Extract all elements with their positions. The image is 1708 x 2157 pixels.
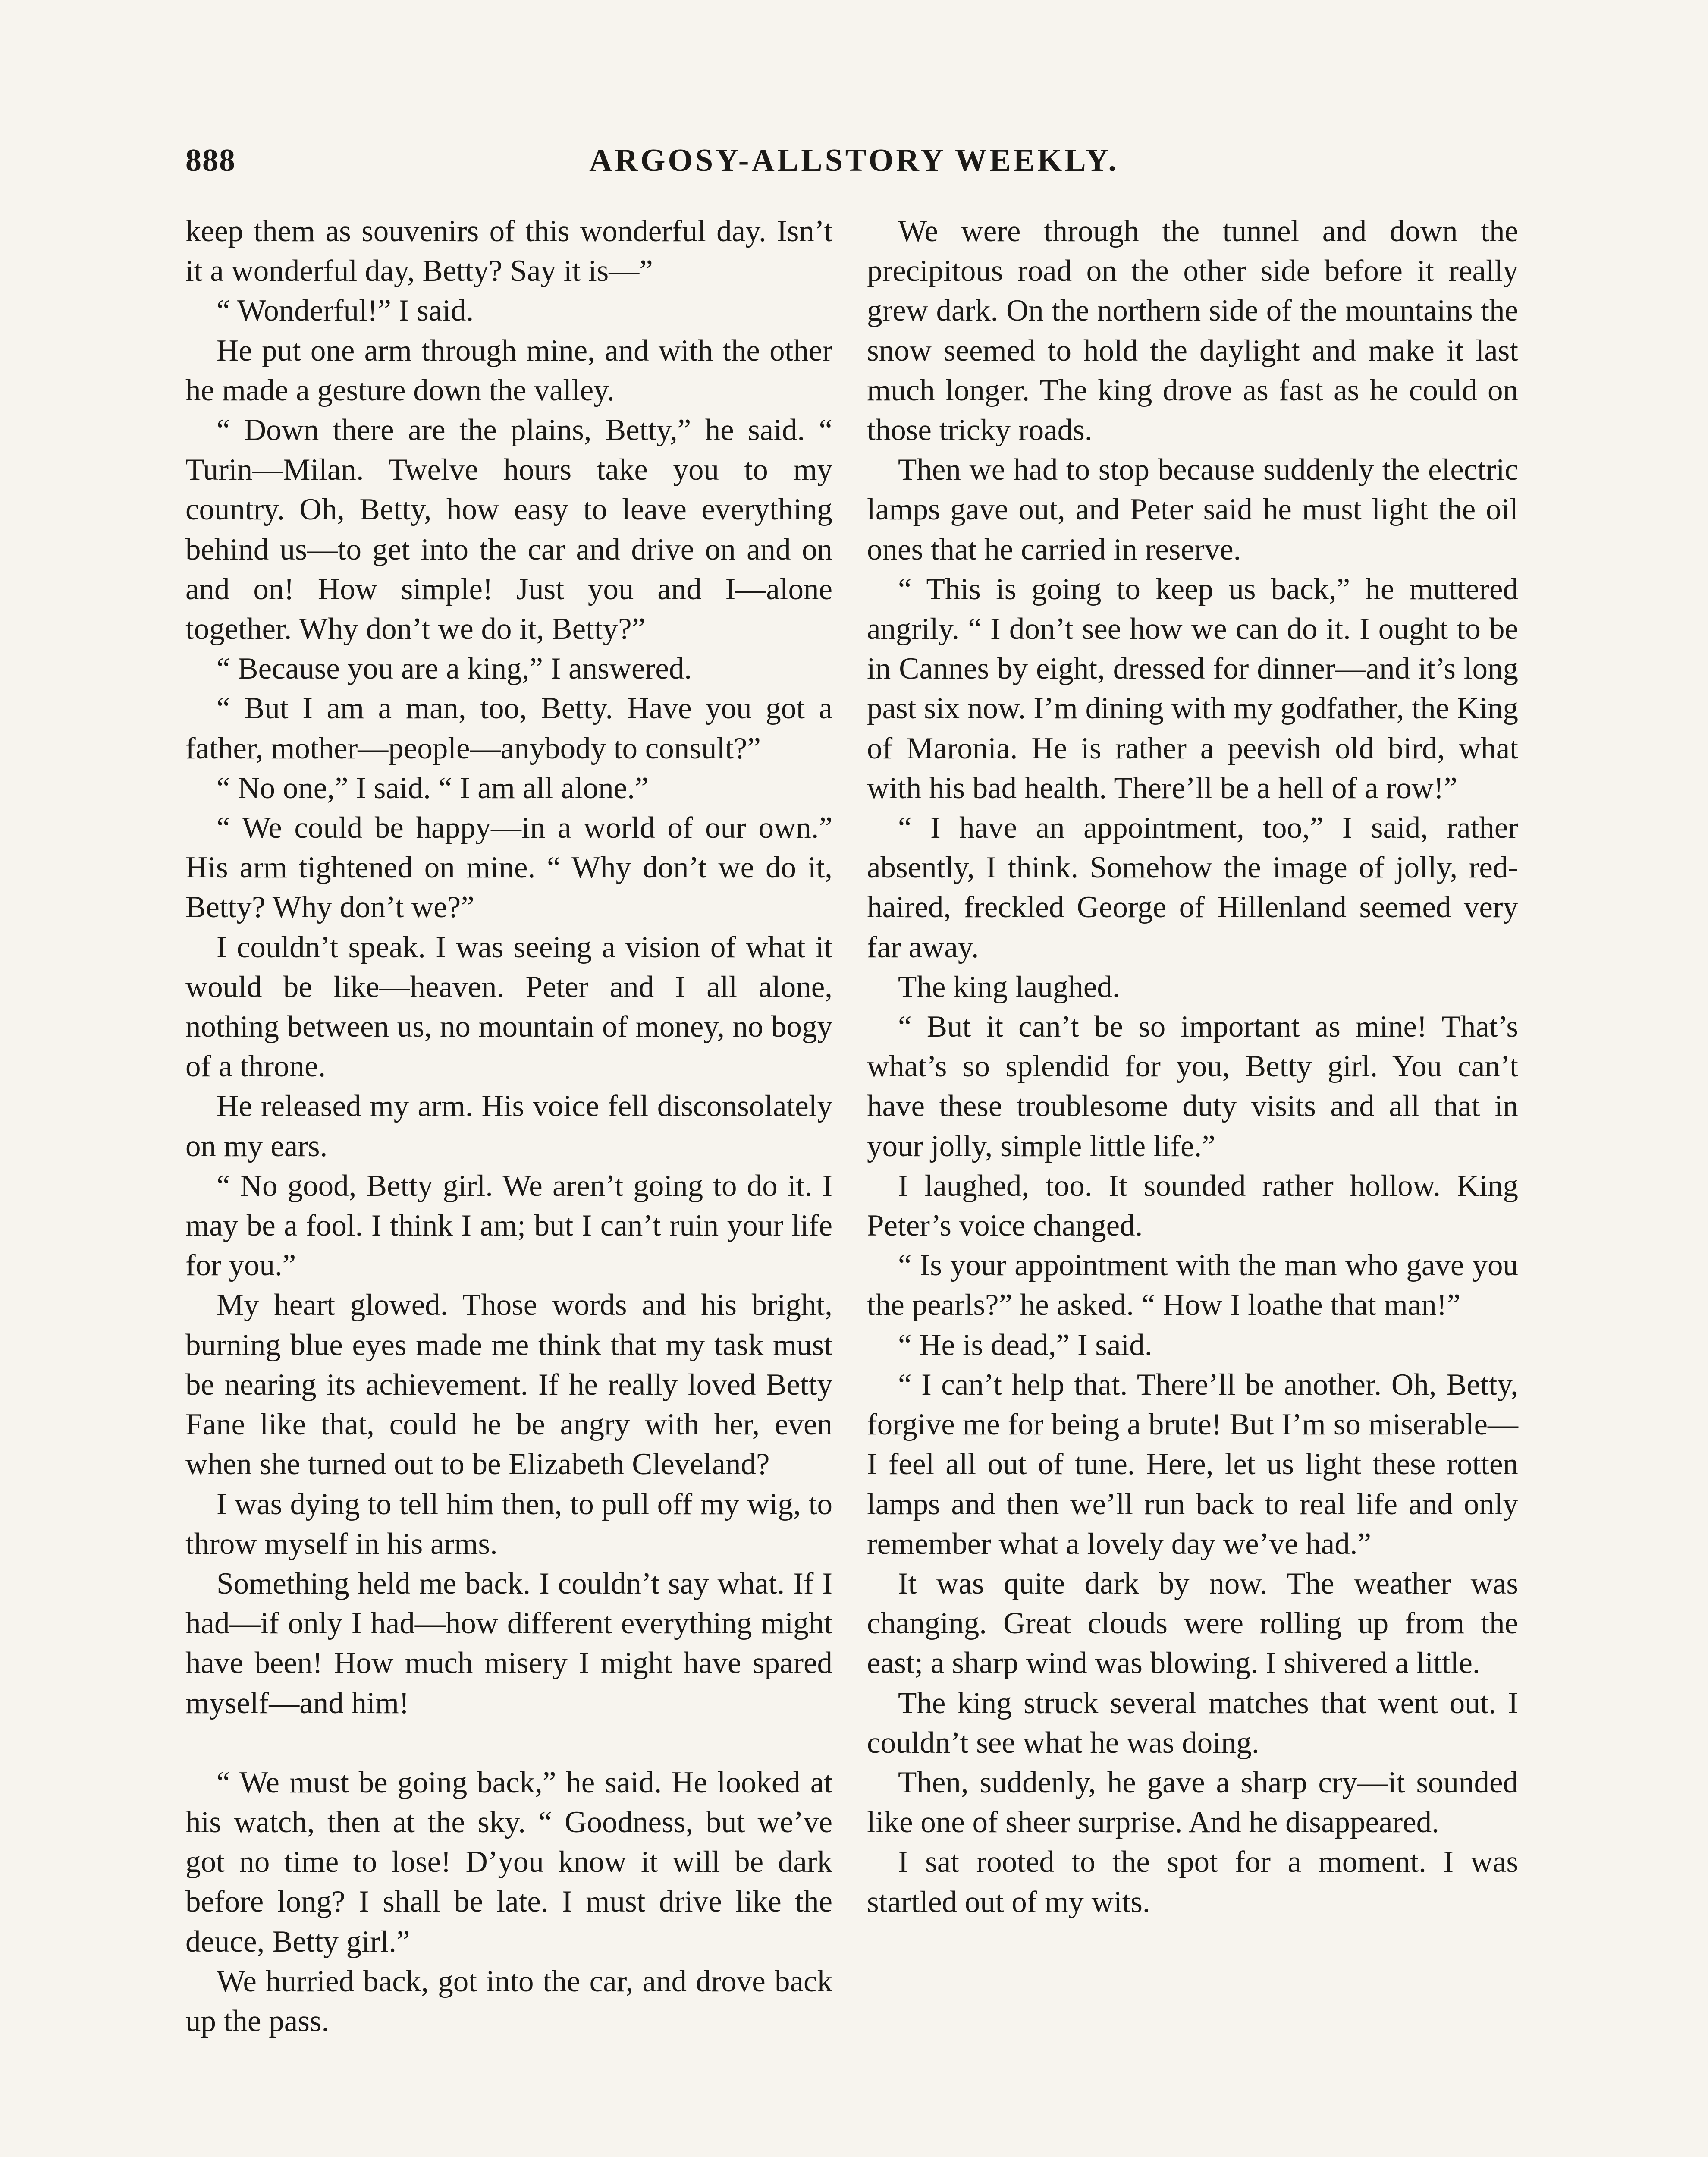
paragraph: We were through the tunnel and down the precipitous road on the other side before it really grew dark. On the northern side of the mountains the snow seemed to hold the daylight and make it last much longer. The king drove as fast as he could on those tricky roads. [867, 214, 1518, 447]
paragraph: I was dying to tell him then, to pull off my wig, to throw myself in his arms. [185, 1487, 832, 1561]
paragraph: “ Wonderful!” I said. [217, 294, 474, 328]
paragraph: “ We must be going back,” he said. He looked at his watch, then at the sky. “ Goodness, but we’ve got no time to lose! D’you know it will be dark before long? I shall be late. I must drive like the deuce, Betty girl.” [185, 1765, 832, 1959]
paragraph: Something held me back. I couldn’t say what. If I had—if only I had—how different everything might have been! How much misery I might have spared myself—and him! [185, 1566, 832, 1720]
paragraph: My heart glowed. Those words and his bright, burning blue eyes made me think that my task must be nearing its achievement. If he really loved Betty Fane like that, could he be angry with her, even when she turned out to be Elizabeth Cleveland? [185, 1288, 832, 1481]
paragraph: I laughed, too. It sounded rather hollow. King Peter’s voice changed. [867, 1169, 1518, 1243]
left-column [185, 211, 832, 2041]
paragraph: “ I can’t help that. There’ll be another. Oh, Betty, forgive me for being a brute! But I’m so miserable—I feel all out of tune. Here, let us light these rotten lamps and then we’ll run back to real life and only remember what a lovely day we’ve had.” [867, 1368, 1518, 1561]
paragraph: The king laughed. [898, 970, 1120, 1004]
paragraph: “ He is dead,” I said. [898, 1328, 1152, 1362]
paragraph: “ No good, Betty girl. We aren’t going to do it. I may be a fool. I think I am; but I can’t ruin your life for you.” [185, 1169, 832, 1283]
paragraph: “ But I am a man, too, Betty. Have you got a father, mother—people—anybody to consult?” [185, 692, 832, 765]
paragraph: Then, suddenly, he gave a sharp cry—it sounded like one of sheer surprise. And he disappeared. [867, 1765, 1518, 1839]
paragraph: “ Down there are the plains, Betty,” he said. “ Turin—Milan. Twelve hours take you to my country. Oh, Betty, how easy to leave everything behind us—to get into the car and drive on and on and on! How simple! Just you and I—alone together. Why don’t we do it, Betty?” [185, 413, 832, 646]
page-header [185, 142, 1523, 190]
paragraph: “ Because you are a king,” I answered. [217, 652, 692, 686]
paragraph: “ No one,” I said. “ I am all alone.” [217, 771, 649, 805]
paragraph: “ But it can’t be so important as mine! That’s what’s so splendid for you, Betty girl. You can’t have these troublesome duty visits and all that in your jolly, simple little life.” [867, 1010, 1518, 1163]
paragraph: “ This is going to keep us back,” he muttered angrily. “ I don’t see how we can do it. I ought to be in Cannes by eight, dressed for dinner—and it’s long past six now. I’m dining with my godfather, the King of Maronia. He is rather a peevish old bird, what with his bad health. There’ll be a hell of a row!” [867, 572, 1518, 805]
right-column [867, 211, 1518, 1922]
paragraph: keep them as souvenirs of this wonderful day. Isn’t it a wonderful day, Betty? Say it is—” [185, 214, 832, 288]
paragraph: Then we had to stop because suddenly the electric lamps gave out, and Peter said he must light the oil ones that he carried in reserve. [867, 453, 1518, 566]
paragraph: “ I have an appointment, too,” I said, rather absently, I think. Somehow the image of jolly, red-haired, freckled George of Hillenland seemed very far away. [867, 811, 1518, 964]
paragraph: “ We could be happy—in a world of our own.” His arm tightened on mine. “ Why don’t we do it, Betty? Why don’t we?” [185, 811, 832, 924]
running-head: ARGOSY-ALLSTORY WEEKLY. [589, 143, 1119, 178]
page-number: 888 [185, 143, 236, 178]
paragraph: We hurried back, got into the car, and drove back up the pass. [185, 1964, 832, 2038]
paragraph: He put one arm through mine, and with the other he made a gesture down the valley. [185, 333, 832, 407]
paragraph: The king struck several matches that went out. I couldn’t see what he was doing. [867, 1686, 1518, 1760]
paragraph: It was quite dark by now. The weather was changing. Great clouds were rolling up from the east; a sharp wind was blowing. I shivered a little. [867, 1566, 1518, 1680]
paragraph: I couldn’t speak. I was seeing a vision of what it would be like—heaven. Peter and I all alone, nothing between us, no mountain of money, no bogy of a throne. [185, 930, 832, 1084]
paragraph: He released my arm. His voice fell disconsolately on my ears. [185, 1089, 832, 1163]
paragraph: “ Is your appointment with the man who gave you the pearls?” he asked. “ How I loathe that man!” [867, 1248, 1518, 1322]
paragraph: I sat rooted to the spot for a moment. I was startled out of my wits. [867, 1845, 1518, 1919]
